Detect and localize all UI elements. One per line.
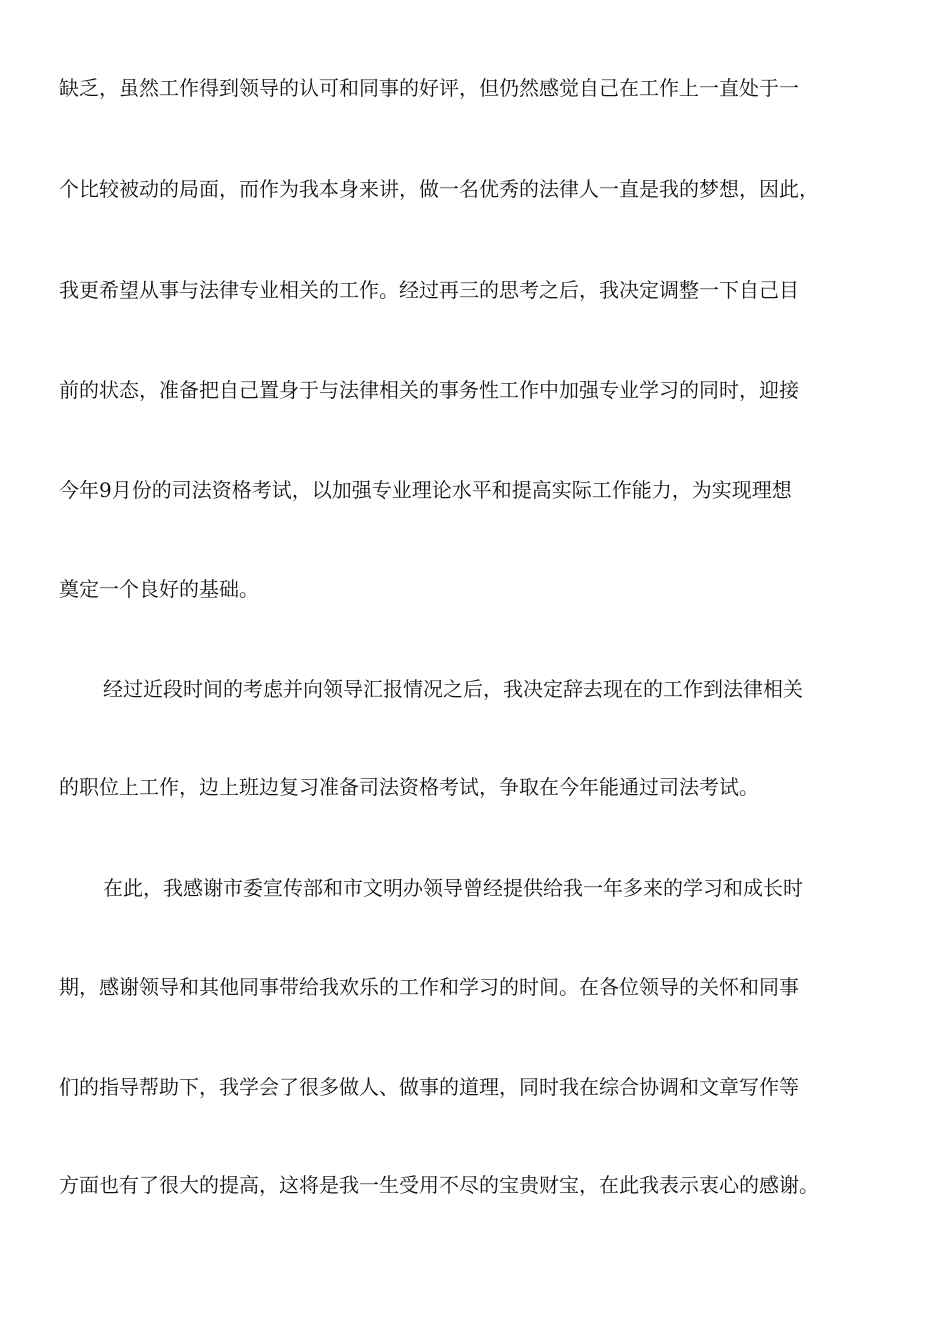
text-line: 缺乏，虽然工作得到领导的认可和同事的好评，但仍然感觉自己在工作上一直处于一 xyxy=(59,76,799,100)
text-line: 前的状态，准备把自己置身于与法律相关的事务性工作中加强专业学习的同时，迎接 xyxy=(59,378,799,402)
text-line: 今年9月份的司法资格考试，以加强专业理论水平和提高实际工作能力，为实现理想 xyxy=(59,478,792,502)
text-line: 个比较被动的局面，而作为我本身来讲，做一名优秀的法律人一直是我的梦想，因此， xyxy=(59,177,819,201)
text-line: 期，感谢领导和其他同事带给我欢乐的工作和学习的时间。在各位领导的关怀和同事 xyxy=(59,975,799,999)
text-line: 的职位上工作，边上班边复习准备司法资格考试，争取在今年能通过司法考试。 xyxy=(59,775,759,799)
text-line: 我更希望从事与法律专业相关的工作。经过再三的思考之后，我决定调整一下自己目 xyxy=(59,278,799,302)
paragraph-first-line: 在此，我感谢市委宣传部和市文明办领导曾经提供给我一年多来的学习和成长时 xyxy=(103,876,803,900)
text-line: 们的指导帮助下，我学会了很多做人、做事的道理，同时我在综合协调和文章写作等 xyxy=(59,1075,799,1099)
text-line: 奠定一个良好的基础。 xyxy=(59,577,259,601)
text-line: 方面也有了很大的提高，这将是我一生受用不尽的宝贵财宝，在此我表示衷心的感谢。 xyxy=(59,1173,819,1197)
paragraph-first-line: 经过近段时间的考虑并向领导汇报情况之后，我决定辞去现在的工作到法律相关 xyxy=(103,677,803,701)
